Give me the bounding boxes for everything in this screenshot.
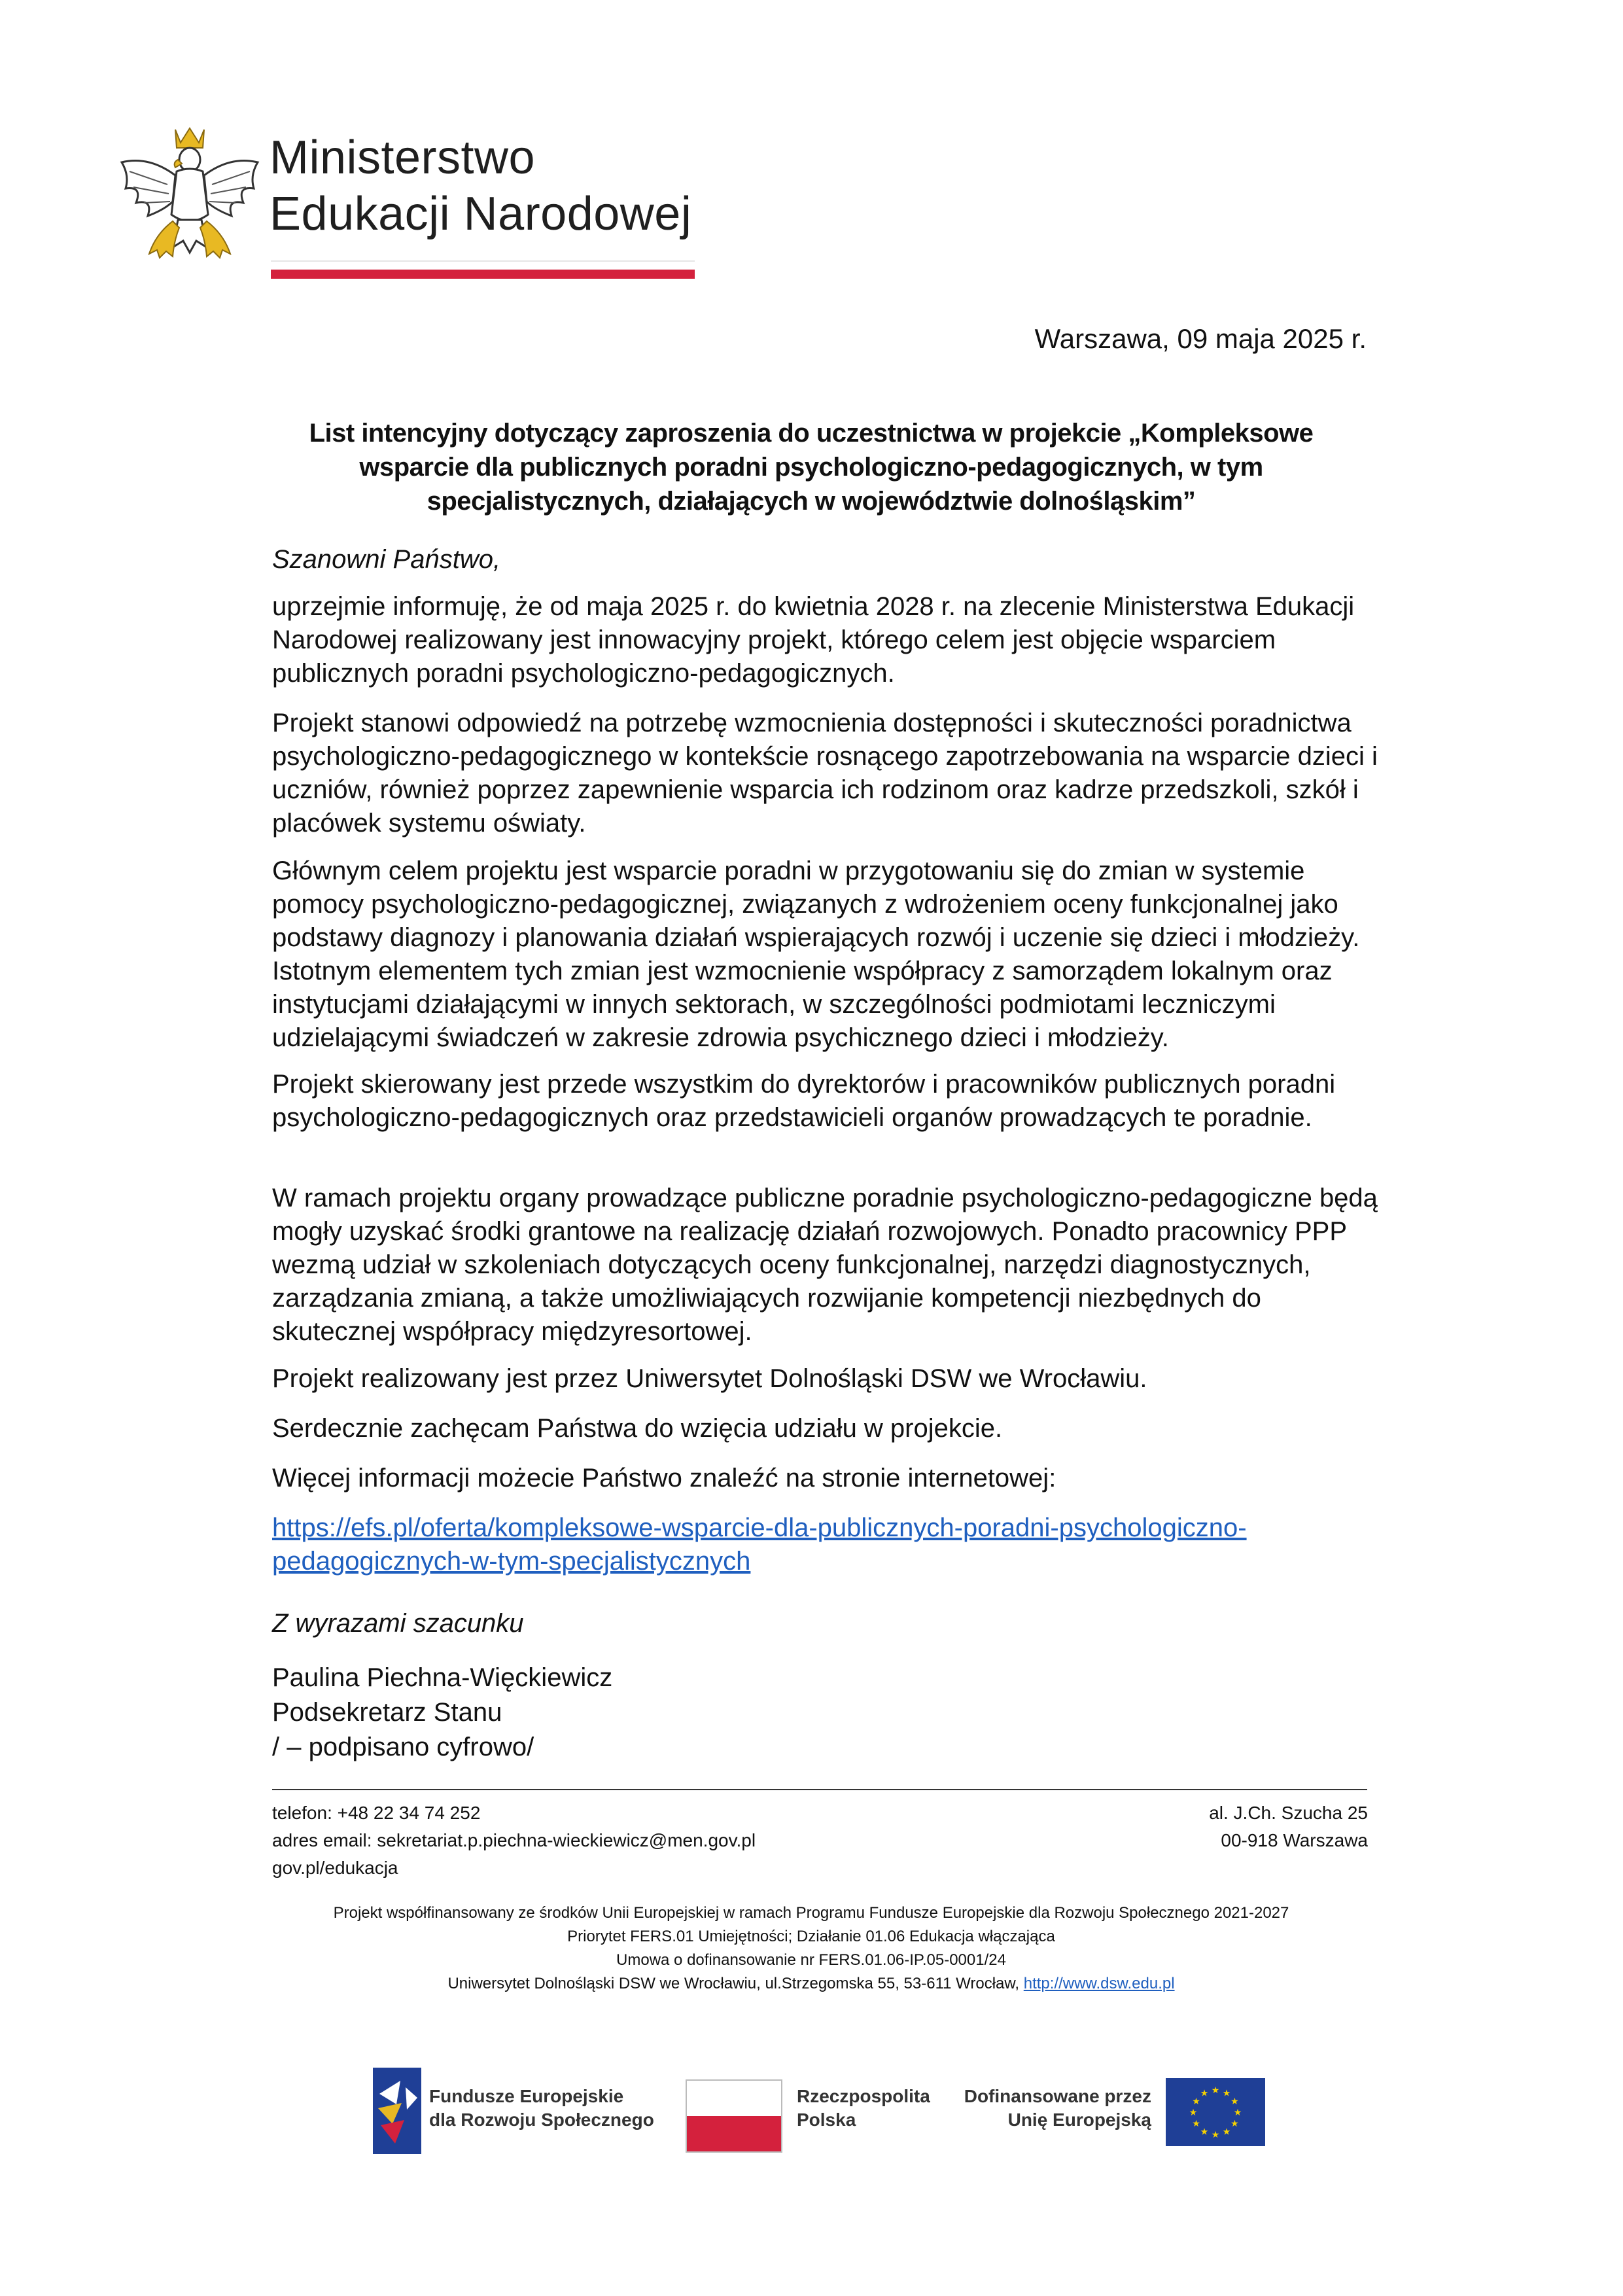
eu-star-icon: ★ (1192, 2096, 1200, 2106)
eu-star-icon: ★ (1222, 2087, 1231, 2098)
signatory-name: Paulina Piechna-Więckiewicz (272, 1663, 613, 1692)
signatory-signed-note: / – podpisano cyfrowo/ (272, 1733, 534, 1761)
eu-label-line2: Unię Europejską (1007, 2110, 1151, 2130)
eu-star-icon: ★ (1233, 2107, 1242, 2117)
cofinancing-line3: Umowa o dofinansowanie nr FERS.01.06-IP.05-0001/24 (616, 1951, 1006, 1969)
eu-star-icon: ★ (1211, 2129, 1220, 2140)
eu-star-icon: ★ (1230, 2118, 1239, 2128)
footer-web: gov.pl/edukacja (272, 1858, 398, 1878)
footer-address (1209, 1799, 1368, 1854)
rp-label-line1: Rzeczpospolita (797, 2086, 930, 2106)
paragraph-1: uprzejmie informuję, że od maja 2025 r. do kwietnia 2028 r. na zlecenie Ministerstwa Edukacji Narodowej realizowany jest innowacyjny projekt, którego celem jest objęcie wsparciem publicznych poradni psychologiczno-pedagogicznych. (272, 592, 1355, 688)
paragraph-6: Projekt realizowany jest przez Uniwersytet Dolnośląski DSW we Wrocławiu. (272, 1364, 1147, 1393)
footer-phone: telefon: +48 22 34 74 252 (272, 1803, 481, 1823)
paragraph-2: Projekt stanowi odpowiedź na potrzebę wzmocnienia dostępności i skuteczności poradnictwa psychologiczno-pedagogicznego w kontekście rosnącego zapotrzebowania na wsparcie dzieci i uczniów, również poprzez zapewnienie wsparcia ich rodzinom oraz kadrze przedszkoli, szkół i placówek systemu oświaty. (272, 709, 1378, 838)
footer-contact (272, 1799, 756, 1882)
cofinancing-line2: Priorytet FERS.01 Umiejętności; Działanie 01.06 Edukacja włączająca (567, 1928, 1055, 1945)
rzeczpospolita-label (797, 2085, 930, 2132)
eu-star-icon: ★ (1222, 2126, 1231, 2137)
eu-funding-label (962, 2085, 1151, 2132)
ministry-name-line1: Ministerstwo (270, 132, 536, 184)
eu-flag-icon (1166, 2078, 1265, 2146)
ministry-name (270, 130, 691, 242)
footer-divider (272, 1789, 1367, 1790)
paragraph-8: Więcej informacji możecie Państwo znaleźć na stronie internetowej: (272, 1464, 1056, 1492)
fe-label-line2: dla Rozwoju Społecznego (429, 2110, 654, 2130)
eu-star-icon: ★ (1200, 2087, 1209, 2098)
eu-label-line1: Dofinansowane przez (964, 2086, 1151, 2106)
footer-email: adres email: sekretariat.p.piechna-wieckiewicz@men.gov.pl (272, 1830, 756, 1850)
closing-phrase: Z wyrazami szacunku (272, 1609, 524, 1638)
eu-star-icon: ★ (1192, 2118, 1200, 2128)
rp-label-line2: Polska (797, 2110, 856, 2130)
letter-subject: List intencyjny dotyczący zaproszenia do uczestnictwa w projekcie „Kompleksowe wsparcie dla publicznych poradni psychologiczno-pedagogicznych, w tym specjalistycznych, działających w województwie dolnośląskim” (309, 419, 1314, 516)
ministry-name-line2: Edukacji Narodowej (270, 188, 692, 240)
footer-address-line2: 00-918 Warszawa (1221, 1830, 1368, 1850)
cofinancing-address: Uniwersytet Dolnośląski DSW we Wrocławiu, ul.Strzegomska 55, 53-611 Wrocław, (447, 1975, 1024, 1992)
salutation: Szanowni Państwo, (272, 545, 501, 574)
fe-label-line1: Fundusze Europejskie (429, 2086, 624, 2106)
project-link-anchor[interactable] (272, 1513, 1247, 1576)
project-link[interactable] (272, 1511, 1378, 1578)
eu-star-icon: ★ (1211, 2085, 1220, 2095)
polish-flag-icon (686, 2079, 782, 2153)
paragraph-5: W ramach projektu organy prowadzące publiczne poradnie psychologiczno-pedagogiczne będą mogły uzyskać środki grantowe na realizację działań rozwojowych. Ponadto pracownicy PPP wezmą udział w szkoleniach dotyczących oceny funkcjonalnej, narzędzi diagnostycznych, zarządzania zmianą, a także umożliwiających rozwijanie kompetencji niezbędnych do skutecznej współpracy międzyresortowej. (272, 1184, 1378, 1346)
footer-address-line1: al. J.Ch. Szucha 25 (1209, 1803, 1368, 1823)
eu-star-icon: ★ (1189, 2107, 1198, 2117)
signatory-title: Podsekretarz Stanu (272, 1698, 502, 1727)
cofinancing-line4 (262, 1972, 1361, 1996)
polish-eagle-emblem-icon (110, 116, 270, 280)
letter-date: Warszawa, 09 maja 2025 r. (1034, 323, 1367, 354)
cofinancing-line1: Projekt współfinansowany ze środków Unii Europejskiej w ramach Programu Fundusze Europejskie dla Rozwoju Społecznego 2021-2027 (333, 1904, 1289, 1922)
fundusze-europejskie-label (429, 2085, 654, 2132)
eu-star-icon: ★ (1230, 2096, 1239, 2106)
fundusze-europejskie-logo-icon (373, 2068, 421, 2157)
paragraph-4: Projekt skierowany jest przede wszystkim do dyrektorów i pracowników publicznych poradni psychologiczno-pedagogicznych oraz przedstawicieli organów prowadzących te poradnie. (272, 1070, 1336, 1132)
flag-bar (271, 260, 695, 279)
project-link-line1[interactable]: https://efs.pl/oferta/kompleksowe-wsparcie-dla-publicznych-poradni-psychologiczno- (272, 1513, 1247, 1542)
paragraph-3: Głównym celem projektu jest wsparcie poradni w przygotowaniu się do zmian w systemie pomocy psychologiczno-pedagogicznej, związanych z wdrożeniem oceny funkcjonalnej jako podstawy diagnozy i planowania działań wspierających rozwój i uczenie się dzieci i młodzieży. Istotnym elementem tych zmian jest wzmocnienie współpracy z samorządem lokalnym oraz instytucjami działającymi w innych sektorach, w szczególności podmiotami leczniczymi udzielającymi świadczeń w zakresie zdrowia psychicznego dzieci i młodzieży. (272, 857, 1360, 1052)
signature-block (272, 1661, 612, 1765)
eu-star-icon: ★ (1200, 2126, 1209, 2137)
paragraph-7: Serdecznie zachęcam Państwa do wzięcia udziału w projekcie. (272, 1414, 1003, 1443)
dsw-website-link[interactable]: http://www.dsw.edu.pl (1023, 1975, 1175, 1992)
cofinancing-note (262, 1901, 1361, 1996)
project-link-line2[interactable]: pedagogicznych-w-tym-specjalistycznych (272, 1547, 751, 1576)
